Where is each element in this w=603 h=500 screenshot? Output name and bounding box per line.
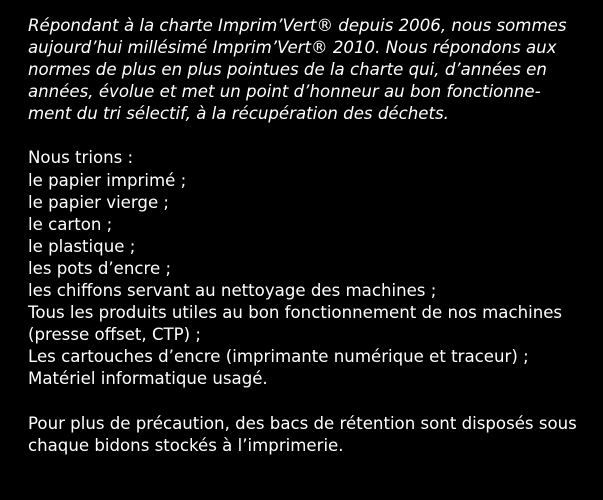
intro-line: aujourd’hui millésimé Imprim’Vert® 2010. Nous répondons aux	[28, 38, 557, 58]
sorting-list	[28, 147, 588, 390]
intro-line: Répondant à la charte Imprim’Vert® depuis 2006, nous sommes	[28, 16, 567, 35]
sorting-item: Les cartouches d’encre (imprimante numérique et traceur) ;	[28, 347, 529, 367]
sorting-item: (presse offset, CTP) ;	[28, 325, 202, 345]
closing-paragraph	[28, 413, 588, 457]
paragraph-gap	[28, 391, 588, 413]
sorting-item: les pots d’encre ;	[28, 258, 172, 278]
text-panel	[28, 15, 588, 457]
sorting-item: le plastique ;	[28, 236, 136, 256]
sorting-item: le papier imprimé ;	[28, 170, 187, 190]
intro-paragraph	[28, 15, 588, 125]
sorting-item: le carton ;	[28, 214, 113, 234]
sorting-item: les chiffons servant au nettoyage des machines ;	[28, 281, 437, 301]
intro-line: années, évolue et met un point d’honneur au bon fonctionne-	[28, 82, 541, 102]
sorting-heading: Nous trions :	[28, 148, 134, 168]
sorting-item: Matériel informatique usagé.	[28, 369, 268, 389]
sorting-item: le papier vierge ;	[28, 192, 170, 212]
intro-line: normes de plus en plus pointues de la charte qui, d’années en	[28, 60, 547, 80]
sorting-item: Tous les produits utiles au bon fonctionnement de nos machines	[28, 303, 563, 323]
closing-line: chaque bidons stockés à l’imprimerie.	[28, 435, 344, 455]
closing-line: Pour plus de précaution, des bacs de rétention sont disposés sous	[28, 413, 577, 433]
paragraph-gap	[28, 125, 588, 147]
intro-line: ment du tri sélectif, à la récupération des déchets.	[28, 104, 449, 124]
